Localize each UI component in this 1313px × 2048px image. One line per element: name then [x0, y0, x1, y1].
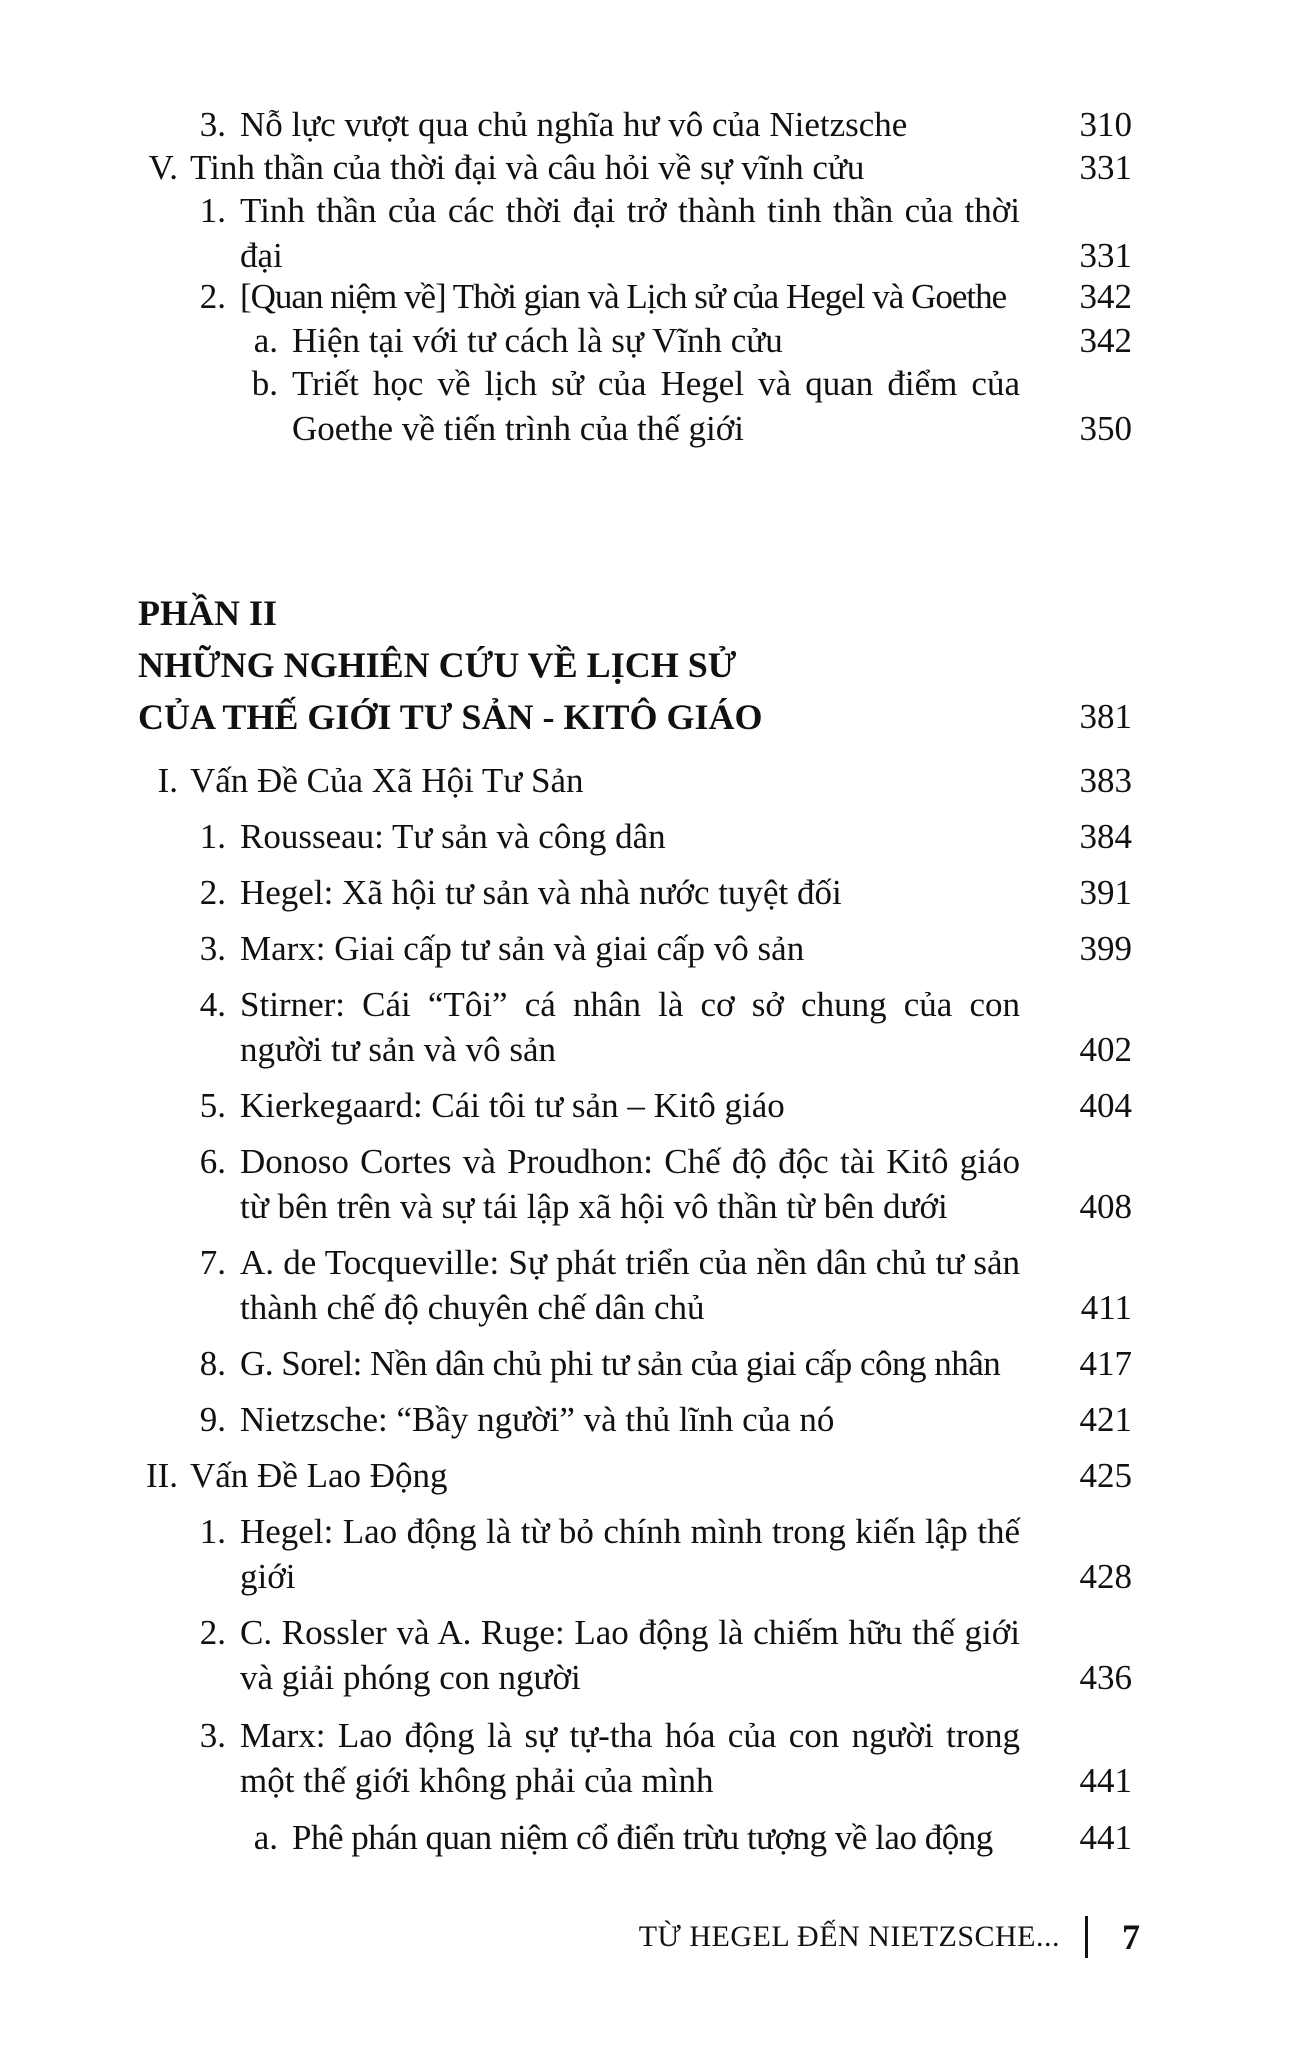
running-title: TỪ HEGEL ĐẾN NIETZSCHE... — [638, 1920, 1060, 1953]
entry-title: Marx: Giai cấp tư sản và giai cấp vô sản — [240, 929, 805, 968]
entry-page: 408 — [1079, 1187, 1132, 1226]
entry-number: 4. — [199, 985, 226, 1024]
entry-number: 1. — [199, 817, 226, 856]
entry-title: Nỗ lực vượt qua chủ nghĩa hư vô của Nietzsche — [240, 105, 908, 144]
entry-number: 3. — [199, 105, 226, 144]
entry-page: 399 — [1079, 929, 1132, 968]
entry-page: 342 — [1079, 277, 1132, 316]
entry-number: 1. — [199, 191, 226, 230]
entry-number: II. — [145, 1456, 178, 1495]
entry-title: Tinh thần của thời đại và câu hỏi về sự vĩnh cửu — [190, 148, 865, 187]
entry-number: 5. — [199, 1086, 226, 1125]
entry-page: 383 — [1079, 761, 1132, 800]
entry-number: I. — [157, 761, 178, 800]
entry-page: 331 — [1079, 148, 1132, 187]
entry-number: 9. — [199, 1400, 226, 1439]
entry-number: 7. — [199, 1243, 226, 1282]
entry-page: 384 — [1079, 817, 1132, 856]
page-footer — [600, 1912, 1140, 1962]
entry-page: 411 — [1080, 1288, 1132, 1327]
entry-page: 310 — [1079, 105, 1132, 144]
entry-title: Stirner: Cái “Tôi” cá nhân là cơ sở chung của con người tư sản và vô sản — [240, 985, 1020, 1069]
entry-title: Tinh thần của các thời đại trở thành tinh thần của thời đại — [240, 191, 1020, 275]
entry-title: C. Rossler và A. Ruge: Lao động là chiếm hữu thế giới và giải phóng con người — [240, 1613, 1020, 1697]
entry-title: Hegel: Xã hội tư sản và nhà nước tuyệt đối — [240, 873, 842, 912]
entry-number: 2. — [199, 1613, 226, 1652]
part-title-line1: NHỮNG NGHIÊN CỨU VỀ LỊCH SỬ — [138, 645, 737, 685]
entry-title: Hegel: Lao động là từ bỏ chính mình trong kiến lập thế giới — [240, 1512, 1020, 1596]
entry-title: Marx: Lao động là sự tự-tha hóa của con người trong một thế giới không phải của mình — [240, 1716, 1020, 1800]
entry-title: Vấn Đề Lao Động — [190, 1456, 448, 1495]
entry-number: a. — [253, 1818, 278, 1857]
entry-title: Triết học về lịch sử của Hegel và quan điểm của Goethe về tiến trình của thế giới — [292, 364, 1020, 448]
entry-page: 436 — [1079, 1658, 1132, 1697]
footer-divider — [1085, 1916, 1088, 1958]
entry-title: Donoso Cortes và Proudhon: Chế độ độc tài Kitô giáo từ bên trên và sự tái lập xã hội vô thần từ bên dưới — [240, 1142, 1020, 1226]
entry-title: Nietzsche: “Bầy người” và thủ lĩnh của nó — [240, 1400, 835, 1439]
entry-title: Kierkegaard: Cái tôi tư sản – Kitô giáo — [240, 1086, 785, 1125]
entry-title: Phê phán quan niệm cổ điển trừu tượng về lao động — [292, 1818, 993, 1857]
entry-number: 6. — [199, 1142, 226, 1181]
entry-number: 3. — [199, 929, 226, 968]
entry-page: 391 — [1079, 873, 1132, 912]
entry-page: 421 — [1079, 1400, 1132, 1439]
entry-number: 1. — [199, 1512, 226, 1551]
entry-page: 342 — [1079, 321, 1132, 360]
entry-title: G. Sorel: Nền dân chủ phi tư sản của giai cấp công nhân — [240, 1344, 1001, 1383]
part-page: 381 — [1079, 697, 1132, 736]
entry-title: A. de Tocqueville: Sự phát triển của nền dân chủ tư sản thành chế độ chuyên chế dân chủ — [240, 1243, 1020, 1327]
entry-number: 3. — [199, 1716, 226, 1755]
entry-number: 2. — [199, 277, 226, 316]
page-number: 7 — [1122, 1917, 1140, 1957]
entry-number: b. — [251, 364, 278, 403]
entry-title: Hiện tại với tư cách là sự Vĩnh cửu — [292, 321, 783, 360]
entry-page: 350 — [1079, 409, 1132, 448]
entry-page: 331 — [1079, 236, 1132, 275]
entry-number: a. — [253, 321, 278, 360]
entry-page: 402 — [1079, 1030, 1132, 1069]
entry-page: 441 — [1079, 1818, 1132, 1857]
part-label: PHẦN II — [138, 593, 278, 633]
entry-page: 417 — [1079, 1344, 1132, 1383]
entry-number: 8. — [199, 1344, 226, 1383]
entry-page: 425 — [1079, 1456, 1132, 1495]
entry-page: 404 — [1079, 1086, 1132, 1125]
entry-page: 441 — [1079, 1761, 1132, 1800]
part-title-line2: CỦA THẾ GIỚI TƯ SẢN - KITÔ GIÁO — [138, 697, 763, 737]
entry-page: 428 — [1079, 1557, 1132, 1596]
entry-title: [Quan niệm về] Thời gian và Lịch sử của Hegel và Goethe — [240, 277, 1007, 316]
entry-title: Rousseau: Tư sản và công dân — [240, 817, 666, 856]
entry-title: Vấn Đề Của Xã Hội Tư Sản — [190, 761, 584, 800]
entry-number: 2. — [199, 873, 226, 912]
entry-number: V. — [148, 148, 178, 187]
